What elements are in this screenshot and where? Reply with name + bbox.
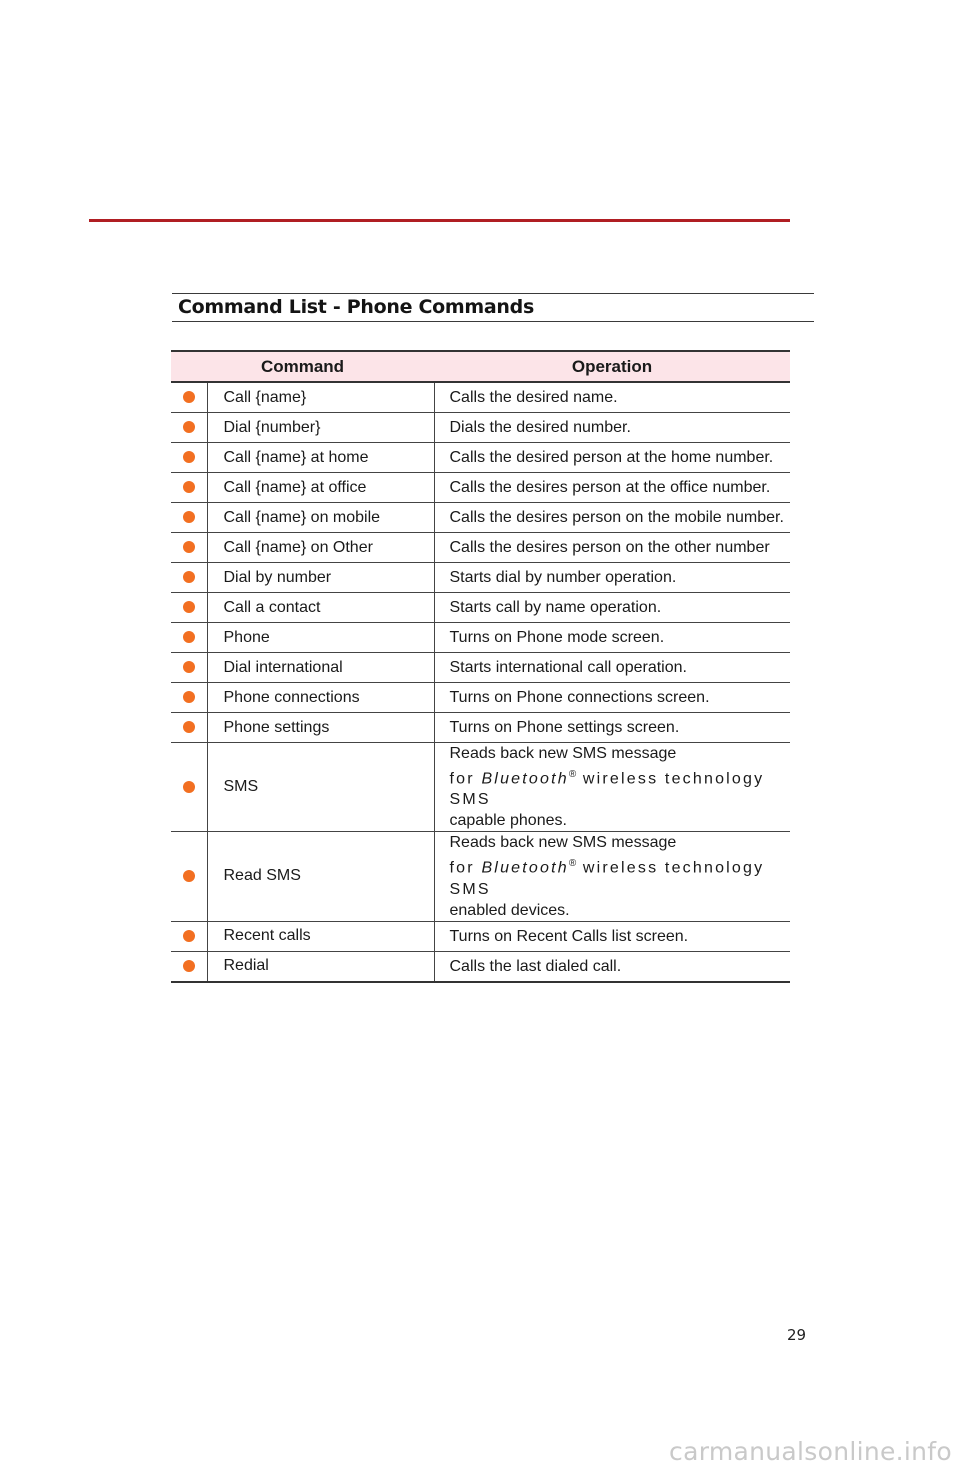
operation-cell [434, 743, 790, 832]
command-column-header: Command [171, 351, 434, 382]
page-number: 29 [787, 1326, 807, 1344]
command-cell: Call {name} on Other [207, 533, 434, 563]
table-row [171, 653, 790, 683]
command-cell: Call {name} [207, 382, 434, 413]
bullet-icon [183, 571, 195, 583]
operation-line: enabled devices. [449, 901, 570, 919]
operation-cell: Starts call by name operation. [434, 593, 790, 623]
operation-cell: Calls the desires person on the mobile number. [434, 503, 790, 533]
command-cell: SMS [207, 743, 434, 832]
command-cell: Redial [207, 951, 434, 982]
bluetooth-wordmark: Bluetooth [481, 770, 569, 788]
operation-cell: Calls the desired name. [434, 382, 790, 413]
bullet-icon [183, 870, 195, 882]
operation-cell: Turns on Recent Calls list screen. [434, 921, 790, 951]
registered-mark: ® [568, 769, 577, 780]
command-cell: Dial {number} [207, 413, 434, 443]
operation-cell [434, 832, 790, 921]
operation-cell: Calls the desires person at the office number. [434, 473, 790, 503]
table-row [171, 503, 790, 533]
operation-cell: Turns on Phone settings screen. [434, 713, 790, 743]
operation-line: capable phones. [449, 812, 567, 830]
table-row [171, 533, 790, 563]
table-row [171, 473, 790, 503]
operation-line: Reads back new SMS message [449, 745, 677, 762]
phone-commands-table [171, 350, 790, 983]
command-cell: Recent calls [207, 921, 434, 951]
bullet-icon [183, 481, 195, 493]
bullet-icon [183, 421, 195, 433]
command-cell: Call {name} at home [207, 443, 434, 473]
section-header [172, 293, 814, 322]
operation-cell: Calls the last dialed call. [434, 951, 790, 982]
operation-cell: Dials the desired number. [434, 413, 790, 443]
command-cell: Call {name} on mobile [207, 503, 434, 533]
bullet-icon [183, 541, 195, 553]
command-cell: Phone settings [207, 713, 434, 743]
command-cell: Phone connections [207, 683, 434, 713]
operation-line: Reads back new SMS message [449, 834, 677, 852]
bullet-icon [183, 451, 195, 463]
bullet-icon [183, 781, 195, 793]
top-accent-rule [89, 219, 790, 222]
bullet-icon [183, 511, 195, 523]
bullet-icon [183, 691, 195, 703]
bullet-icon [183, 721, 195, 733]
table-row [171, 951, 790, 982]
operation-line: for Bluetooth® wireless technology SMS [449, 769, 765, 809]
command-cell: Call a contact [207, 593, 434, 623]
bullet-icon [183, 391, 195, 403]
table-row [171, 743, 790, 832]
operation-cell: Turns on Phone connections screen. [434, 683, 790, 713]
watermark: carmanualsonline.info [669, 1437, 952, 1466]
operation-cell: Starts dial by number operation. [434, 563, 790, 593]
operation-cell: Starts international call operation. [434, 653, 790, 683]
bullet-icon [183, 661, 195, 673]
operation-line: for Bluetooth® wireless technology SMS [449, 858, 765, 898]
bullet-icon [183, 930, 195, 942]
table-row [171, 623, 790, 653]
table-row [171, 593, 790, 623]
bullet-icon [183, 631, 195, 643]
table-row [171, 683, 790, 713]
section-title: Command List - Phone Commands [178, 296, 534, 318]
table-row [171, 443, 790, 473]
table-row [171, 832, 790, 921]
bullet-icon [183, 601, 195, 613]
bluetooth-wordmark: Bluetooth [481, 859, 569, 877]
table-row [171, 921, 790, 951]
operation-column-header: Operation [434, 351, 790, 382]
registered-mark: ® [568, 858, 577, 870]
table-header-row [171, 351, 790, 382]
table-row [171, 413, 790, 443]
bullet-icon [183, 960, 195, 972]
command-cell: Call {name} at office [207, 473, 434, 503]
table-row [171, 382, 790, 413]
operation-cell: Calls the desired person at the home number. [434, 443, 790, 473]
operation-cell: Calls the desires person on the other number [434, 533, 790, 563]
table-row [171, 563, 790, 593]
operation-cell: Turns on Phone mode screen. [434, 623, 790, 653]
command-cell: Dial international [207, 653, 434, 683]
command-cell: Phone [207, 623, 434, 653]
table-row [171, 713, 790, 743]
command-cell: Dial by number [207, 563, 434, 593]
command-cell: Read SMS [207, 832, 434, 921]
